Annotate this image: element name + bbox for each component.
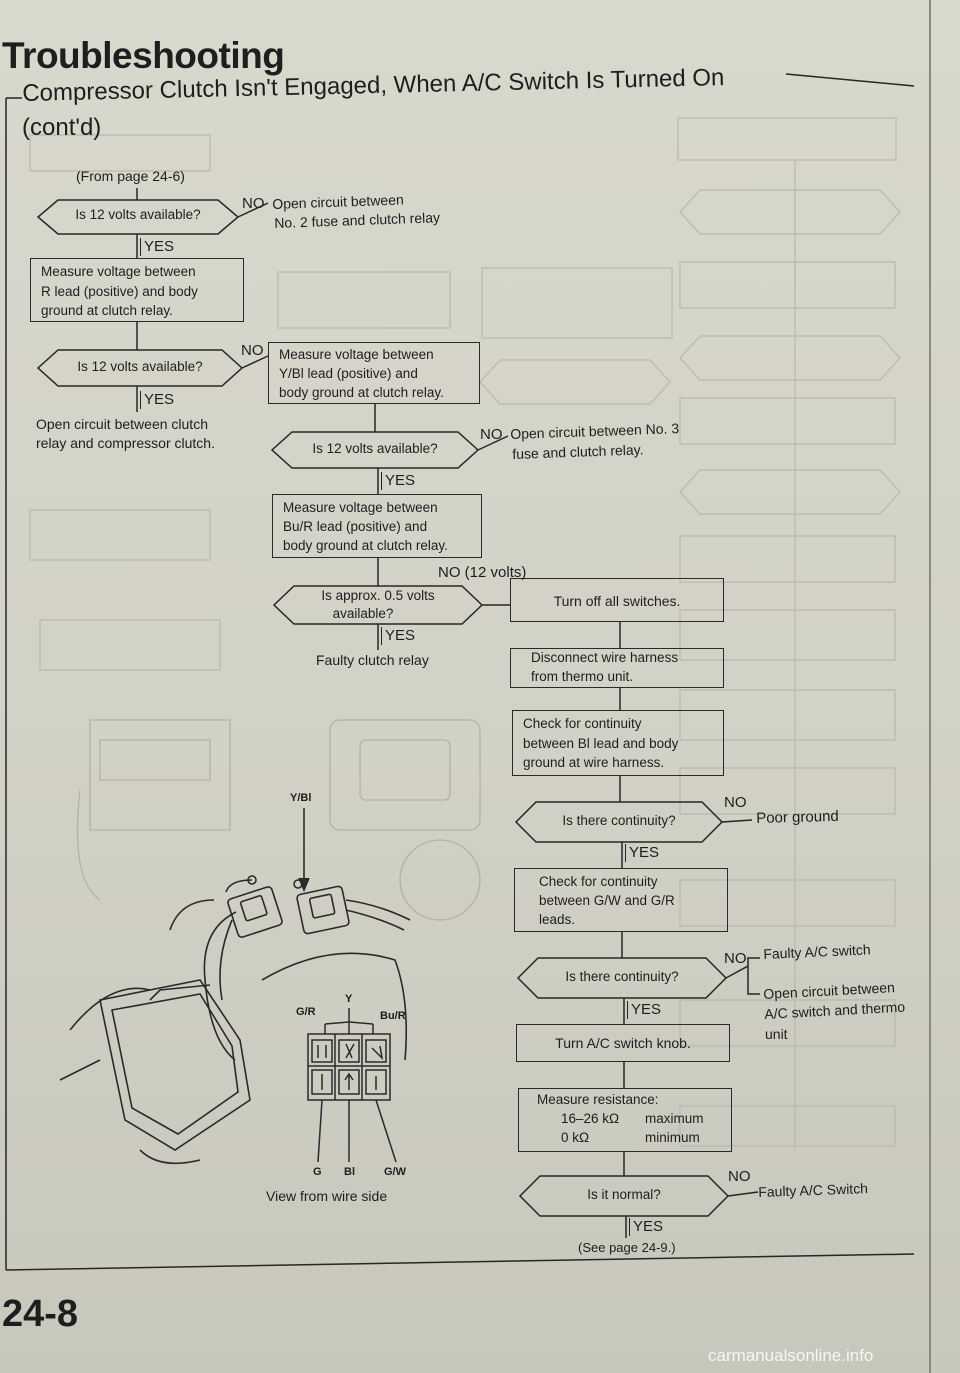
decision-q1-text: Is 12 volts available? bbox=[75, 207, 201, 222]
illus-label-bur: Bu/R bbox=[380, 1010, 406, 1022]
decision-q2-text: Is 12 volts available? bbox=[77, 359, 203, 374]
decision-q4-line-1: Is approx. 0.5 volts bbox=[321, 588, 435, 603]
step1-box bbox=[30, 258, 244, 322]
step3-box bbox=[272, 494, 482, 558]
q3-no-label: NO bbox=[480, 426, 503, 443]
step4-text: Turn off all switches. bbox=[553, 593, 681, 609]
step5-line-1: Disconnect wire harness bbox=[531, 650, 679, 665]
step3-line-3: body ground at clutch relay. bbox=[283, 538, 448, 554]
step9-max-value: 16–26 kΩ bbox=[561, 1110, 620, 1126]
step3-line-1: Measure voltage between bbox=[283, 500, 438, 515]
q6-no-result-b-line-2: A/C switch and thermo bbox=[764, 998, 906, 1022]
decision-q7-text: Is it normal? bbox=[587, 1187, 661, 1202]
illus-label-bl: Bl bbox=[344, 1166, 355, 1178]
q7-no-label: NO bbox=[728, 1168, 751, 1185]
q6-no-label: NO bbox=[724, 950, 747, 967]
q3-no-result-line-1: Open circuit between No. 3 bbox=[510, 420, 680, 442]
q7-yes-label: YES bbox=[629, 1218, 663, 1236]
q2-yes-result-line-1: Open circuit between clutch bbox=[36, 416, 208, 432]
section-title: Troubleshooting bbox=[2, 35, 285, 76]
step5-line-2: from thermo unit. bbox=[531, 668, 634, 684]
q6-no-result-b-line-1: Open circuit between bbox=[763, 979, 896, 1002]
step7-line-1: Check for continuity bbox=[539, 874, 658, 889]
step6-line-1: Check for continuity bbox=[523, 716, 642, 731]
q5-no-label: NO bbox=[724, 794, 747, 811]
step9-title: Measure resistance: bbox=[537, 1092, 659, 1107]
step1-line-3: ground at clutch relay. bbox=[41, 303, 173, 319]
illus-caption: View from wire side bbox=[266, 1188, 388, 1204]
decision-q5-text: Is there continuity? bbox=[562, 813, 676, 828]
step9-max-label: maximum bbox=[645, 1110, 704, 1126]
q1-no-result-line-1: Open circuit between bbox=[272, 191, 405, 212]
connector-face bbox=[308, 1008, 396, 1162]
step8-box bbox=[516, 1024, 730, 1062]
step2-line-3: body ground at clutch relay. bbox=[279, 384, 444, 400]
step6-line-2: between Bl lead and body bbox=[523, 735, 679, 751]
step3-line-2: Bu/R lead (positive) and bbox=[283, 519, 428, 535]
step2-line-1: Measure voltage between bbox=[279, 347, 434, 362]
step6-line-3: ground at wire harness. bbox=[523, 755, 665, 771]
q6-yes-label: YES bbox=[627, 1001, 661, 1019]
step1-line-1: Measure voltage between bbox=[41, 264, 196, 279]
subtitle-line-2: (cont'd) bbox=[22, 114, 102, 141]
q6-no-result-a: Faulty A/C switch bbox=[763, 941, 871, 962]
step7-line-3: leads. bbox=[539, 912, 576, 928]
q6-no-result-b-line-3: unit bbox=[765, 1026, 788, 1042]
q7-no-result: Faulty A/C Switch bbox=[758, 1180, 869, 1200]
q2-yes-label: YES bbox=[140, 391, 174, 409]
step9-box bbox=[518, 1088, 732, 1152]
illus-label-gr: G/R bbox=[296, 1006, 316, 1018]
step2-line-2: Y/Bl lead (positive) and bbox=[279, 365, 418, 381]
step1-line-2: R lead (positive) and body bbox=[41, 283, 198, 299]
q2-yes-result-line-2: relay and compressor clutch. bbox=[36, 435, 215, 451]
q4-yes-result: Faulty clutch relay bbox=[316, 652, 429, 668]
illus-label-g: G bbox=[313, 1166, 322, 1178]
q3-no-result-line-2: fuse and clutch relay. bbox=[512, 441, 644, 462]
decision-q4-line-2: available? bbox=[332, 605, 394, 621]
q4-no-label: NO (12 volts) bbox=[438, 564, 527, 581]
step9-max-row bbox=[537, 1110, 731, 1129]
watermark: carmanualsonline.info bbox=[708, 1346, 874, 1365]
step7-line-2: between G/W and G/R bbox=[539, 893, 675, 909]
step9-min-row bbox=[537, 1129, 731, 1148]
decision-q4-text bbox=[274, 587, 482, 622]
illus-label-gw: G/W bbox=[384, 1166, 406, 1178]
step6-box bbox=[512, 710, 724, 776]
q2-no-label: NO bbox=[241, 342, 264, 359]
step7-box bbox=[514, 868, 728, 932]
subtitle-line-1: Compressor Clutch Isn't Engaged, When A/C Switch Is Turned On bbox=[22, 64, 725, 107]
q5-yes-label: YES bbox=[625, 844, 659, 862]
from-page-note: (From page 24-6) bbox=[76, 168, 185, 184]
decision-q6-text: Is there continuity? bbox=[565, 969, 679, 984]
step9-min-value: 0 kΩ bbox=[561, 1129, 590, 1145]
step4-box bbox=[510, 578, 724, 622]
decision-q3-text: Is 12 volts available? bbox=[312, 441, 438, 456]
q7-yes-result: (See page 24-9.) bbox=[578, 1240, 676, 1255]
relay-illustration bbox=[60, 720, 480, 1163]
q3-yes-label: YES bbox=[381, 472, 415, 490]
step9-min-label: minimum bbox=[645, 1129, 700, 1145]
q4-yes-label: YES bbox=[381, 627, 415, 645]
step2-box bbox=[268, 342, 480, 404]
step8-text: Turn A/C switch knob. bbox=[555, 1035, 691, 1051]
q5-no-result: Poor ground bbox=[756, 807, 839, 827]
q1-no-label: NO bbox=[242, 195, 265, 212]
illus-label-ybl: Y/Bl bbox=[290, 792, 312, 804]
q1-no-result-line-2: No. 2 fuse and clutch relay bbox=[274, 209, 441, 231]
step5-box bbox=[510, 648, 724, 688]
page-number: 24-8 bbox=[2, 1293, 79, 1335]
illus-label-y: Y bbox=[345, 993, 353, 1005]
q1-yes-label: YES bbox=[140, 238, 174, 256]
